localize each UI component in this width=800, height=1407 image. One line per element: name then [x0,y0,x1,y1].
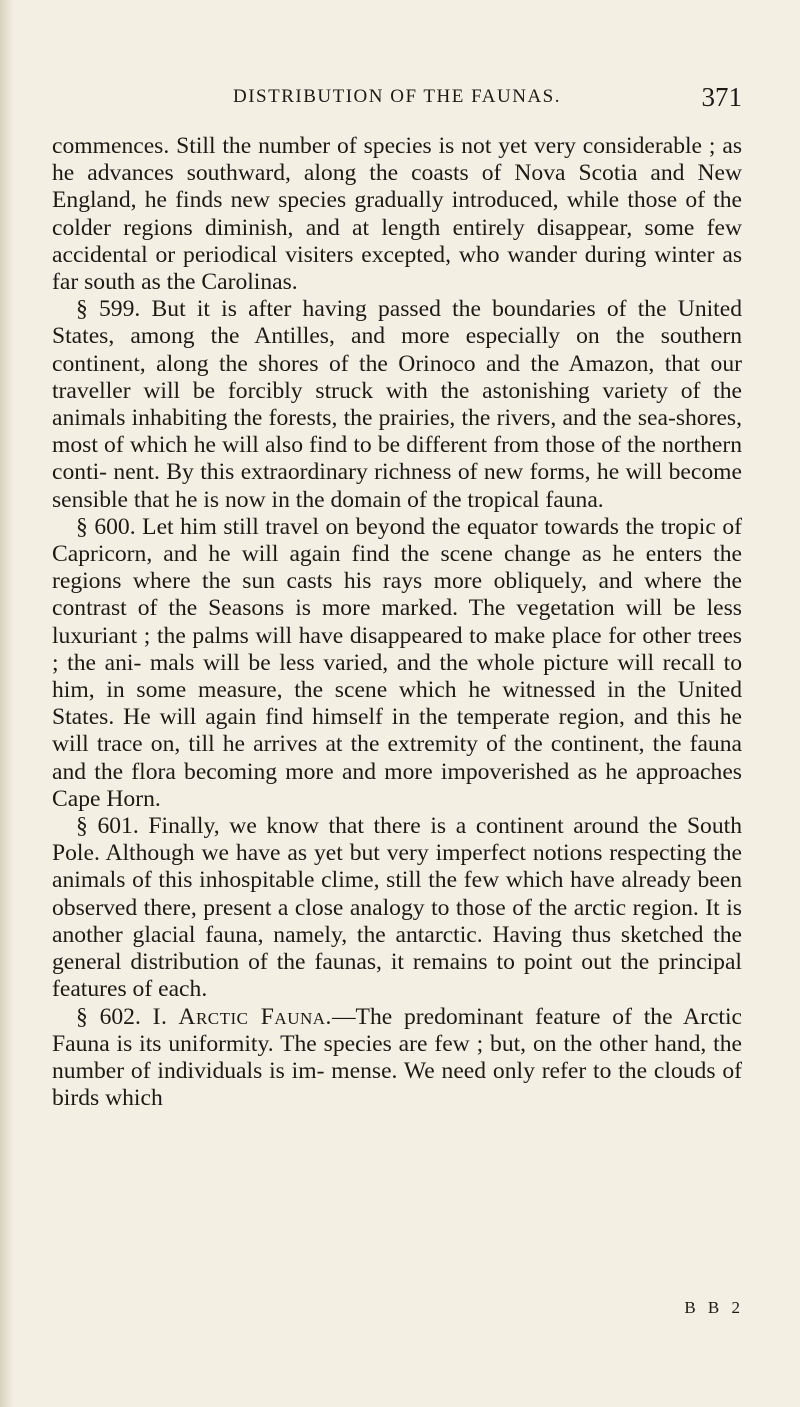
paragraph-text: Finally, we know that there is a continent around the South Pole. Although we have as yet but very imperfect notions respecting the animals of this inhospitable clime, still the few which have already been observed there, present a close analogy to those of the arctic region. It is another glacial fauna, namely, the antarctic. Having thus sketched the general distribution of the faunas, it remains to point out the principal features of each. [52,813,743,1003]
running-head: DISTRIBUTION OF THE FAUNAS. [233,86,561,107]
paragraph-600 [52,514,742,813]
section-number: § 600. [76,513,136,540]
page-number: 371 [701,82,742,112]
spine-shadow [0,0,14,1407]
paragraph-text: commences. Still the number of species is not yet very considerable ; as he advances southward, along the coasts of Nova Scotia and New England, he finds new species gradually introduced, while those of the colder regions diminish, and at length entirely disappear, some few accidental or periodical visiters excepted, who wander during winter as far south as the Carolinas. [52,133,742,296]
signature-mark: B B 2 [684,1298,744,1317]
paragraph-text: —The predominant feature of the Arctic Fauna is its uniformity. The species are few ; but, on the other hand, the number of individuals is im- mense. We need only refer to the clouds of birds which [52,1003,743,1112]
paragraph-602 [52,1004,742,1113]
paragraph-text: Let him still travel on beyond the equator towards the tropic of Capricorn, and he will again find the scene change as he enters the regions where the sun casts his rays more obliquely, and where the contrast of the Seasons is more marked. The vegetation will be less luxuriant ; the palms will have disappeared to make place for other trees ; the ani- mals will be less varied, and the whole picture will recall to him, in some measure, the scene which he witnessed in the United States. He will again find himself in the temperate region, and this he will trace on, till he arrives at the extremity of the continent, the fauna and the flora becoming more and more impoverished as he approaches Cape Horn. [52,513,743,812]
paragraph-continuation [52,133,742,296]
paragraph-601 [52,813,742,1003]
section-number: § 601. [76,813,139,840]
section-heading: I. Arctic Fauna. [152,1003,332,1030]
body-text [52,133,742,1112]
section-number: § 602. [76,1003,141,1030]
page-header [52,82,742,122]
paragraph-text: But it is after having passed the boundaries of the United States, among the Antilles, and more especially on the southern continent, along the shores of the Orinoco and the Amazon, that our traveller will be forcibly struck with the astonishing variety of the animals inhabiting the forests, the prairies, the rivers, and the sea-shores, most of which he will also find to be different from those of the northern conti- nent. By this extraordinary richness of new forms, he will become sensible that he is now in the domain of the tropical fauna. [52,296,742,513]
section-number: § 599. [76,296,141,323]
paragraph-599 [52,296,742,514]
